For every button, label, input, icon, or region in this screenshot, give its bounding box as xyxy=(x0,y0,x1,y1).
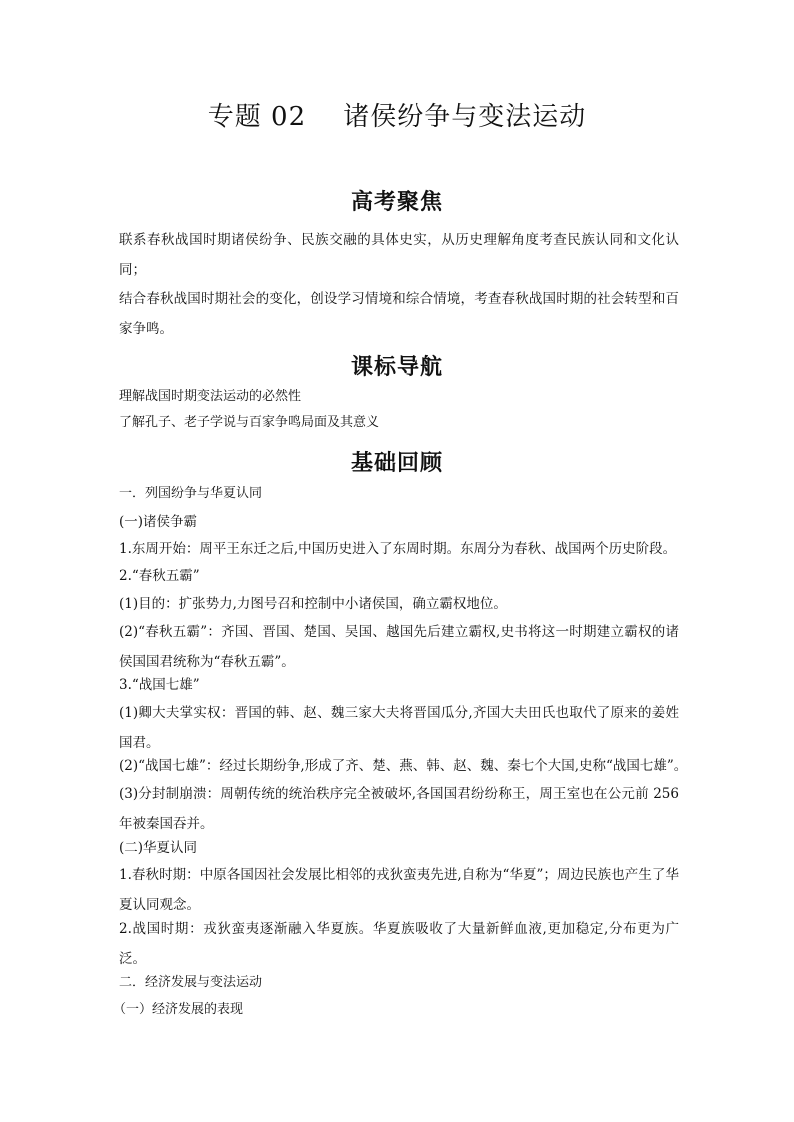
section-heading-gaokao: 高考聚焦 xyxy=(350,189,443,215)
gaokao-paragraph-1: 联系春秋战国时期诸侯纷争、民族交融的具体史实，从历史理解角度考查民族认同和文化认同； xyxy=(119,232,679,278)
jichu-line-6: (1)卿大夫掌实权：晋国的韩、赵、魏三家大夫将晋国瓜分,齐国大夫田氏也取代了原来的姜姓国君。 xyxy=(119,705,679,751)
jichu-line-5: 3.“战国七雄” xyxy=(119,677,200,693)
kebiao-item-1: 理解战国时期变法运动的必然性 xyxy=(119,389,302,404)
section-heading-kebiao: 课标导航 xyxy=(350,354,443,380)
gaokao-paragraph-2: 结合春秋战国时期社会的变化，创设学习情境和综合情境，考查春秋战国时期的社会转型和百家争鸣。 xyxy=(119,291,679,337)
jichu-line-1: 1.东周开始：周平王东迁之后,中国历史进入了东周时期。东周分为春秋、战国两个历史阶段。 xyxy=(119,541,677,557)
jichu-heading-1: 一．列国纷争与华夏认同 xyxy=(119,486,263,501)
jichu-line-8: (3)分封制崩溃：周朝传统的统治秩序完全被破坏,各国国君纷纷称王，周王室也在公元前 256 年被秦国吞并。 xyxy=(119,786,679,832)
jichu-line-2: 2.“春秋五霸” xyxy=(119,568,200,584)
jichu-line-9: 1.春秋时期：中原各国因社会发展比相邻的戎狄蛮夷先进,自称为“华夏”；周边民族也产生了华夏认同观念。 xyxy=(119,867,679,913)
jichu-heading-2: 二．经济发展与变法运动 xyxy=(119,975,263,990)
kebiao-item-2: 了解孔子、老子学说与百家争鸣局面及其意义 xyxy=(119,415,380,430)
jichu-line-3: (1)目的：扩张势力,力图号召和控制中小诸侯国，确立霸权地位。 xyxy=(119,596,507,612)
jichu-subheading-1: (一)诸侯争霸 xyxy=(119,514,198,530)
jichu-line-7: (2)“战国七雄”：经过长期纷争,形成了齐、楚、燕、韩、赵、魏、秦七个大国,史称“战国七雄”。 xyxy=(119,758,688,774)
jichu-subheading-2: (二)华夏认同 xyxy=(119,840,198,856)
jichu-line-4: (2)“春秋五霸”：齐国、晋国、楚国、吴国、越国先后建立霸权,史书将这一时期建立霸权的诸侯国国君统称为“春秋五霸”。 xyxy=(119,624,679,670)
jichu-subheading-3: （一）经济发展的表现 xyxy=(113,1002,244,1017)
jichu-line-10: 2.战国时期：戎狄蛮夷逐渐融入华夏族。华夏族吸收了大量新鲜血液,更加稳定,分布更为广泛。 xyxy=(119,921,679,967)
section-heading-jichu: 基础回顾 xyxy=(350,450,443,476)
page-title: 专题 02 诸侯纷争与变法运动 xyxy=(207,102,587,132)
